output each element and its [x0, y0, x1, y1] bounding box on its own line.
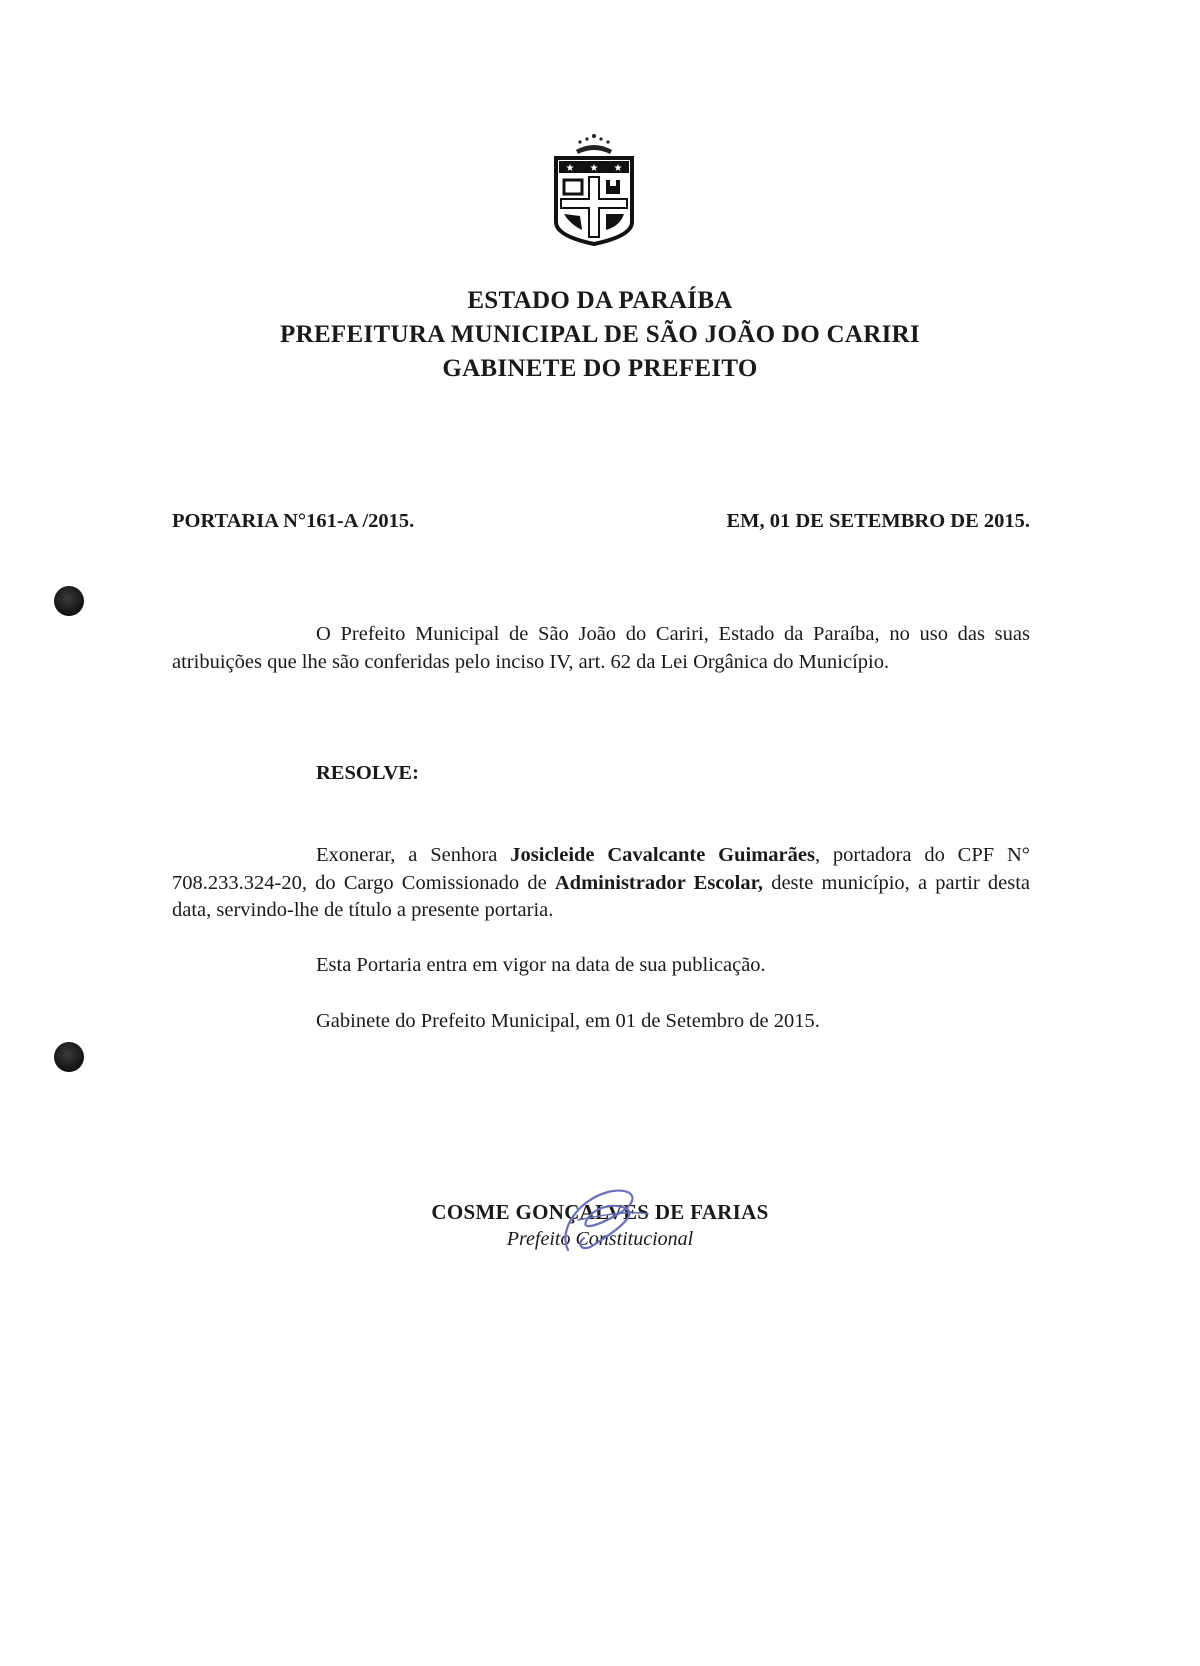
cargo-name: Administrador Escolar, — [554, 871, 763, 894]
header-gabinete: GABINETE DO PREFEITO — [442, 355, 758, 382]
portaria-number: PORTARIA N°161-A /2015. — [172, 510, 415, 532]
exonerar-text-post: deste município, a partir desta data, servindo-lhe de título a presente portaria. — [172, 871, 1030, 921]
punch-hole-icon — [54, 1042, 84, 1072]
header-prefeitura: PREFEITURA MUNICIPAL DE SÃO JOÃO DO CARIRI — [280, 321, 920, 348]
resolve-heading: RESOLVE: — [316, 762, 419, 784]
exonerar-paragraph — [172, 842, 1030, 925]
exonerar-text-pre: Exonerar, a Senhora — [316, 844, 511, 866]
svg-text:★: ★ — [565, 163, 575, 174]
intro-paragraph: O Prefeito Municipal de São João do Cariri, Estado da Paraíba, no uso das suas atribuições que lhe são conferidas pelo inciso IV, art. 62 da Lei Orgânica do Município. — [172, 623, 1030, 673]
gabinete-paragraph: Gabinete do Prefeito Municipal, em 01 de Setembro de 2015. — [316, 1010, 820, 1032]
portaria-date: EM, 01 DE SETEMBRO DE 2015. — [726, 510, 1030, 532]
document-header — [0, 284, 1200, 386]
signer-title: Prefeito Constitucional — [506, 1228, 694, 1250]
coat-of-arms-icon — [546, 134, 642, 246]
vigor-paragraph: Esta Portaria entra em vigor na data de sua publicação. — [316, 954, 766, 976]
employee-name: Josicleide Cavalcante Guimarães — [510, 844, 815, 866]
signer-name: COSME GONÇALVES DE FARIAS — [431, 1200, 769, 1224]
svg-text:★: ★ — [613, 163, 623, 174]
header-state: ESTADO DA PARAÍBA — [467, 287, 733, 314]
svg-text:★: ★ — [589, 163, 599, 174]
punch-hole-icon — [54, 586, 84, 616]
exonerar-text-mid: , portadora do CPF N° 708.233.324-20, do Cargo Comissionado de — [172, 844, 1031, 894]
handwritten-signature-icon — [548, 1180, 658, 1260]
